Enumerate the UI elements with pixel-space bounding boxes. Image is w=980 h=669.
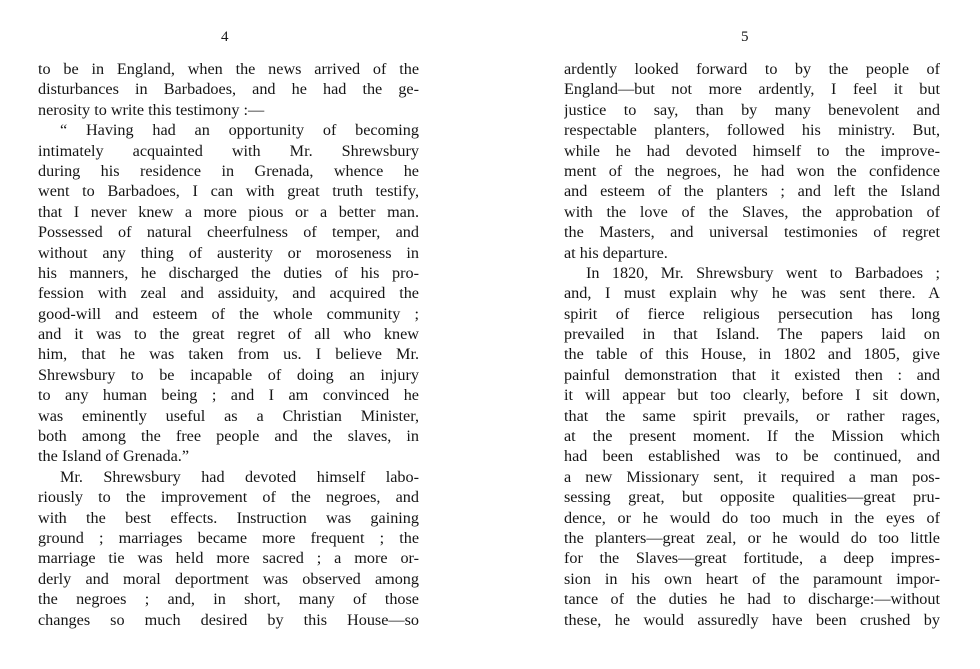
text-line: him, that he was taken from us. I believe Mr. [38,345,419,364]
text-line: dence, or he would do too much in the eyes of [564,508,940,527]
text-line: marriage tie was held more sacred ; a more or- [38,549,419,568]
text-line: In 1820, Mr. Shrewsbury went to Barbadoes ; [586,263,940,282]
text-line: the Island of Grenada.” [38,447,190,466]
text-line: respectable planters, followed his ministry. But, [564,121,940,140]
text-line: riously to the improvement of the negroes, and [38,488,419,507]
text-line: ment of the negroes, he had won the confidence [564,161,940,180]
text-line: was eminently useful as a Christian Minister, [38,406,419,425]
text-line: it will appear but too clearly, before I sit down, [564,386,940,405]
text-line: derly and moral deportment was observed among [38,569,419,588]
text-line: Possessed of natural cheerfulness of temper, and [38,223,419,242]
text-line: with the best effects. Instruction was gaining [38,508,419,527]
text-line: England—but not more ardently, I feel it but [564,80,940,99]
text-line: and esteem of the planters ; and left the Island [564,182,940,201]
text-line: spirit of fierce religious persecution has long [564,304,940,323]
text-line: Mr. Shrewsbury had devoted himself labo- [60,467,419,486]
text-line: Shrewsbury to be incapable of doing an injury [38,365,419,384]
text-line: ground ; marriages became more frequent ; the [38,528,419,547]
text-line: justice to say, than by many benevolent and [564,100,940,119]
text-line: at the present moment. If the Mission which [564,427,940,446]
text-line: that the same spirit prevails, or rather rages, [564,406,940,425]
text-line: his manners, he discharged the duties of his pro- [38,263,419,282]
text-line: to be in England, when the news arrived of the [38,60,419,78]
text-line: ardently looked forward to by the people of [564,60,940,78]
text-line: the table of this House, in 1802 and 1805, give [564,345,940,364]
text-line: these, he would assuredly have been crushed by [564,610,940,629]
text-line: disturbances in Barbadoes, and he had the ge- [38,80,419,99]
left-page-text [38,59,419,630]
right-page [490,0,980,669]
text-line: while he had devoted himself to the improve- [564,141,940,160]
text-line: both among the free people and the slaves, in [38,427,419,446]
text-line: “ Having had an opportunity of becoming [60,121,419,140]
text-line: tance of the duties he had to discharge:—without [564,590,940,609]
text-line: for the Slaves—great fortitude, a deep impres- [564,549,940,568]
text-line: the negroes ; and, in short, many of those [38,590,419,609]
text-line: changes so much desired by this House—so [38,610,419,629]
text-line: without any thing of austerity or moroseness in [38,243,419,262]
text-line: had been established was to be continued, and [564,447,940,466]
text-line: that I never knew a more pious or a better man. [38,202,419,221]
page-number-right: 5 [741,29,749,45]
text-line: went to Barbadoes, I can with great truth testify, [38,182,419,201]
text-line: at his departure. [564,243,668,262]
text-line: painful demonstration that it existed then : and [564,365,940,384]
text-line: and, I must explain why he was sent there. A [564,284,940,303]
text-line: fession with zeal and assiduity, and acquired the [38,284,419,303]
text-line: prevailed in that Island. The papers laid on [564,325,940,344]
text-line: and it was to the great regret of all who knew [38,325,419,344]
text-line: sion in his own heart of the paramount impor- [564,569,940,588]
text-line: nerosity to write this testimony :— [38,100,265,119]
text-line: intimately acquainted with Mr. Shrewsbury [38,141,419,160]
text-line: during his residence in Grenada, whence he [38,161,419,180]
text-line: good-will and esteem of the whole community ; [38,304,419,323]
text-line: sessing great, but opposite qualities—great pru- [564,488,940,507]
right-page-text [564,59,940,630]
text-line: to any human being ; and I am convinced he [38,386,419,405]
page-number-left: 4 [221,29,229,45]
text-line: the Masters, and universal testimonies of regret [564,223,940,242]
text-line: the planters—great zeal, or he would do too little [564,528,940,547]
text-line: a new Missionary sent, it required a man pos- [564,467,940,486]
text-line: with the love of the Slaves, the approbation of [564,202,940,221]
